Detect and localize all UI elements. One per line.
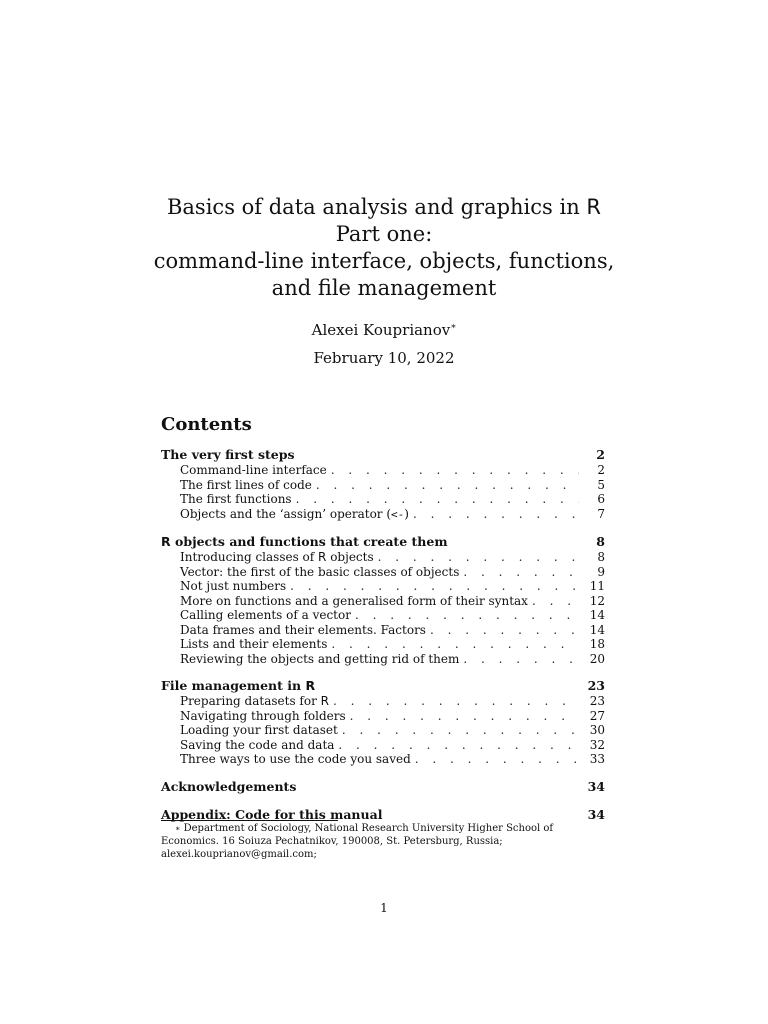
toc-section-title: The very first steps bbox=[161, 447, 295, 462]
toc-subsection-title: Saving the code and data bbox=[180, 737, 335, 752]
toc-section-row[interactable] bbox=[161, 447, 605, 463]
toc-page-number: 12 bbox=[589, 593, 605, 608]
document-title-line-2: Part one: bbox=[335, 222, 433, 246]
toc-page-number: 2 bbox=[597, 463, 605, 477]
title-text: Basics of data analysis and graphics in bbox=[166, 195, 587, 219]
toc-subsection-row[interactable] bbox=[161, 594, 605, 609]
toc-subsection-title: Vector: the first of the basic classes of objects bbox=[180, 564, 460, 579]
r-logo-text: R bbox=[305, 678, 316, 693]
toc-subsection-row[interactable] bbox=[161, 608, 605, 623]
r-logo-text: R bbox=[320, 694, 329, 708]
title-text: File management in bbox=[161, 678, 306, 693]
document-title-line-3: command-line interface, objects, functions, bbox=[153, 249, 615, 273]
toc-leader-dots bbox=[342, 723, 579, 738]
toc-page-number: 9 bbox=[597, 564, 605, 579]
toc-leader-dots bbox=[350, 709, 579, 724]
toc-leader-dots bbox=[290, 579, 579, 594]
toc-page-number: 7 bbox=[597, 506, 605, 521]
footnote bbox=[161, 822, 607, 861]
toc-subsection-title: Reviewing the objects and getting rid of them bbox=[180, 651, 460, 666]
toc-subsection-row[interactable] bbox=[161, 492, 605, 507]
toc-page-number: 14 bbox=[589, 608, 605, 622]
toc-section bbox=[161, 678, 605, 767]
contents-heading: Contents bbox=[161, 414, 252, 435]
toc-leader-dots bbox=[338, 738, 579, 753]
toc-section-row[interactable] bbox=[161, 534, 605, 550]
toc-leader-dots bbox=[331, 637, 579, 652]
toc-subsection-row[interactable] bbox=[161, 752, 605, 767]
footnote-rule bbox=[161, 820, 338, 821]
toc-subsection-title: The first functions bbox=[180, 492, 292, 506]
toc-leader-dots bbox=[331, 463, 579, 478]
document-title-line-4: and file management bbox=[271, 276, 497, 300]
footnote-text: Department of Sociology, National Research University Higher School of Economics. 16 Soiuza Pechatnikov, 190008, St. Petersburg, Russia; alexei.kouprianov@gmail.com; bbox=[161, 823, 554, 860]
toc-page-number: 23 bbox=[587, 678, 605, 693]
toc-leader-dots bbox=[430, 623, 579, 638]
toc-page-number: 20 bbox=[589, 651, 605, 666]
toc-subsection-title: Navigating through folders bbox=[180, 708, 346, 723]
title-text: objects bbox=[326, 550, 374, 564]
toc-page-number: 11 bbox=[589, 579, 605, 593]
toc-subsection-title: Three ways to use the code you saved bbox=[180, 752, 411, 766]
toc-subsection-title bbox=[180, 507, 413, 523]
toc-subsection-title: Not just numbers bbox=[180, 579, 287, 593]
table-of-contents bbox=[161, 414, 605, 835]
toc-subsection-row[interactable] bbox=[161, 652, 605, 667]
toc-leader-dots bbox=[415, 752, 579, 767]
toc-page-number: 6 bbox=[597, 492, 605, 506]
toc-page-number: 8 bbox=[597, 550, 605, 564]
date: February 10, 2022 bbox=[313, 349, 455, 367]
title-text: Introducing classes of bbox=[180, 550, 319, 564]
toc-leader-dots bbox=[333, 694, 579, 709]
author bbox=[0, 321, 768, 339]
toc-subsection-title bbox=[180, 550, 378, 565]
toc-leader-dots bbox=[532, 594, 579, 609]
toc-page-number: 5 bbox=[597, 477, 605, 492]
toc-section-title: Acknowledgements bbox=[161, 778, 297, 794]
toc-subsection-row[interactable] bbox=[161, 623, 605, 638]
r-logo-text: R bbox=[161, 534, 171, 549]
toc-section bbox=[161, 534, 605, 666]
toc-page-number: 34 bbox=[587, 806, 605, 822]
assign-operator-code: <- bbox=[391, 507, 405, 521]
toc-page-number: 30 bbox=[589, 723, 605, 737]
toc-section-title: Appendix: Code for this manual bbox=[161, 806, 383, 822]
toc-subsection-title: Lists and their elements bbox=[180, 637, 328, 651]
toc-subsection-title: Command-line interface bbox=[180, 463, 327, 477]
toc-section-title bbox=[161, 534, 581, 550]
toc-subsection-row[interactable] bbox=[161, 723, 605, 738]
toc-subsection-row[interactable] bbox=[161, 550, 605, 565]
toc-subsection-title: Data frames and their elements. Factors bbox=[180, 622, 426, 637]
toc-leader-dots bbox=[463, 652, 579, 667]
toc-page-number: 2 bbox=[596, 447, 605, 462]
title-text: objects and functions that create them bbox=[170, 534, 448, 549]
toc-subsection-row[interactable] bbox=[161, 507, 605, 523]
toc-leader-dots bbox=[355, 608, 579, 623]
author-name: Alexei Kouprianov bbox=[311, 321, 451, 339]
toc-subsection-title: Loading your first dataset bbox=[180, 723, 338, 737]
toc-page-number: 27 bbox=[589, 708, 605, 723]
toc-section bbox=[161, 779, 605, 795]
footnote-mark: ∗ bbox=[450, 322, 457, 332]
toc-subsection-row[interactable] bbox=[161, 463, 605, 478]
toc-leader-dots bbox=[316, 478, 579, 493]
toc-subsection-row[interactable] bbox=[161, 478, 605, 493]
toc-leader-dots bbox=[378, 550, 579, 565]
r-logo-text: R bbox=[318, 550, 327, 564]
toc-section-row[interactable] bbox=[161, 779, 605, 795]
toc-page-number: 18 bbox=[589, 637, 605, 651]
title-block bbox=[0, 194, 768, 367]
toc-section-row[interactable] bbox=[161, 678, 605, 694]
toc-section bbox=[161, 447, 605, 522]
toc-page-number: 32 bbox=[589, 737, 605, 752]
toc-subsection-title: The first lines of code bbox=[180, 477, 312, 492]
toc-subsection-row[interactable] bbox=[161, 637, 605, 652]
toc-leader-dots bbox=[463, 565, 579, 580]
title-text: Preparing datasets for bbox=[180, 694, 321, 708]
toc-subsection-row[interactable] bbox=[161, 738, 605, 753]
toc-subsection-row[interactable] bbox=[161, 694, 605, 709]
toc-page-number: 23 bbox=[589, 694, 605, 708]
toc-subsection-row[interactable] bbox=[161, 709, 605, 724]
title-text: ) bbox=[404, 506, 409, 521]
toc-subsection-title: More on functions and a generalised form of their syntax bbox=[180, 593, 528, 608]
toc-page-number: 8 bbox=[596, 534, 605, 549]
footnote-mark: ∗ bbox=[175, 824, 181, 833]
title-text: Objects and the ‘assign’ operator ( bbox=[180, 506, 392, 521]
toc-subsection-title bbox=[180, 694, 333, 709]
toc-subsection-row[interactable] bbox=[161, 565, 605, 580]
toc-page-number: 14 bbox=[589, 622, 605, 637]
toc-page-number: 34 bbox=[587, 778, 605, 794]
toc-leader-dots bbox=[413, 507, 579, 522]
toc-leader-dots bbox=[296, 492, 579, 507]
toc-page-number: 33 bbox=[589, 752, 605, 766]
document-title-line-1 bbox=[0, 194, 768, 221]
toc-subsection-row[interactable] bbox=[161, 579, 605, 594]
page-number: 1 bbox=[380, 901, 388, 915]
toc-subsection-title: Calling elements of a vector bbox=[180, 608, 351, 622]
r-logo-text: R bbox=[586, 195, 601, 219]
toc-section-title bbox=[161, 678, 581, 694]
